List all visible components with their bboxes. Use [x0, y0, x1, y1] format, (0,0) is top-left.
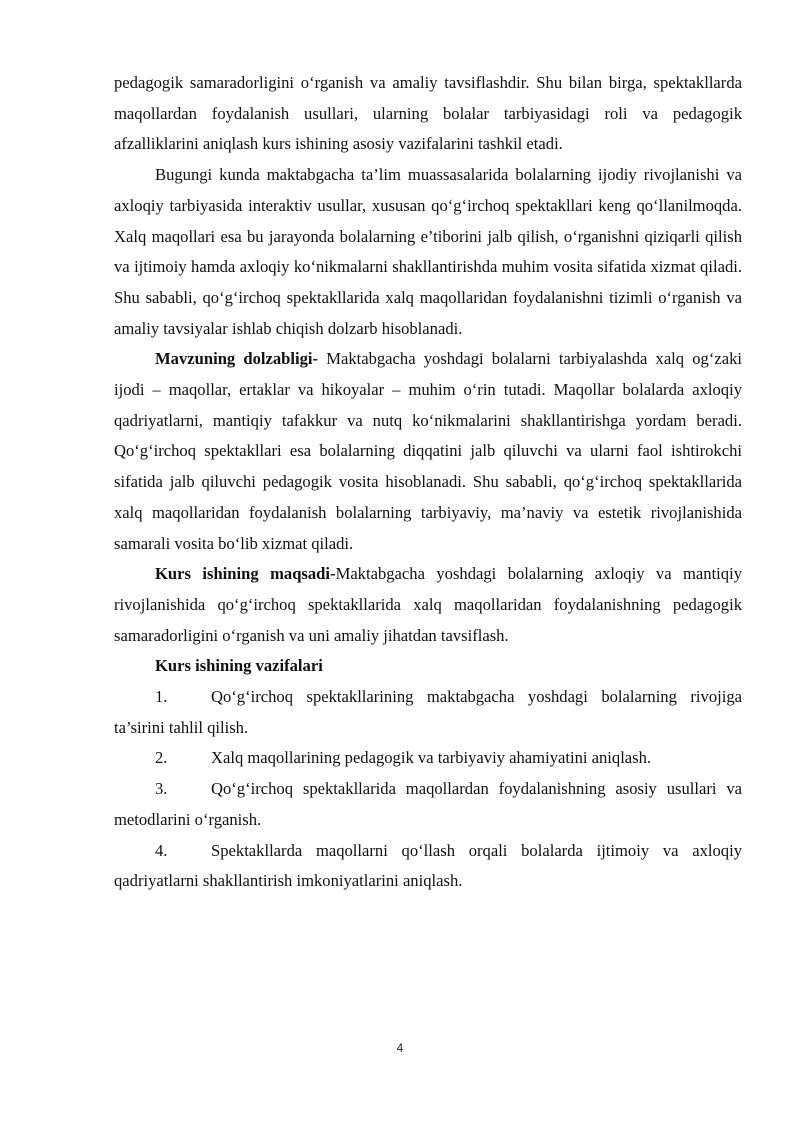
goal-paragraph [114, 559, 742, 651]
task-item-2 [114, 743, 742, 774]
intro-paragraph-continued: pedagogik samaradorligini o‘rganish va amaliy tavsiflashdir. Shu bilan birga, spektakllarda maqollardan foydalanish usullari, ularning bolalar tarbiyasidagi roli va pedagogik afzalliklarini aniqlash kurs ishining asosiy vazifalarini tashkil etadi. [114, 73, 742, 154]
task-text: Qo‘g‘irchoq spektakllarida maqollardan foydalanishning asosiy usullari va metodlarini o‘rganish. [114, 779, 742, 829]
tasks-heading: Kurs ishining vazifalari [155, 656, 323, 676]
task-item-3 [114, 774, 742, 835]
goal-heading: Kurs ishining maqsadi- [155, 564, 336, 584]
task-item-1 [114, 682, 742, 743]
task-text: Qo‘g‘irchoq spektakllarining maktabgacha yoshdagi bolalarning rivojiga ta’sirini tahlil qilish. [114, 687, 742, 737]
task-number: 1. [155, 687, 168, 707]
task-number: 3. [155, 779, 168, 799]
goal-text: Maktabgacha yoshdagi bolalarning axloqiy va mantiqiy rivojlanishida qo‘g‘irchoq spektakllarida xalq maqollaridan foydalanishning pedagogik samaradorligini o‘rganish va uni amaliy jihatdan tavsiflash. [114, 564, 742, 645]
task-item-4 [114, 836, 742, 897]
document-page [114, 68, 742, 897]
relevance-heading: Mavzuning dolzabligi- [155, 349, 319, 369]
relevance-paragraph [114, 344, 742, 559]
task-text: Spektakllarda maqollarni qo‘llash orqali bolalarda ijtimoiy va axloqiy qadriyatlarni shakllantirish imkoniyatlarini aniqlash. [114, 840, 742, 891]
relevance-text: Maktabgacha yoshdagi bolalarni tarbiyalashda xalq og‘zaki ijodi – maqollar, ertaklar va hikoyalar – muhim o‘rin tutadi. Maqollar bolalarda axloqiy qadriyatlarni, mantiqiy tafakkur va nutq ko‘nikmalarini shakllantirishga yordam beradi. Qo‘g‘irchoq spektakllari esa bolalarning diqqatini jalb qiluvchi va ularni faol ishtirokchi sifatida jalb qiluvchi pedagogik vosita hisoblanadi. Shu sababli, qo‘g‘irchoq spektakllarida xalq maqollaridan foydalanish bolalarning tarbiyaviy, ma’naviy va estetik rivojlanishida samarali vosita bo‘lib xizmat qiladi. [114, 349, 742, 553]
task-text: Xalq maqollarining pedagogik va tarbiyaviy ahamiyatini aniqlash. [211, 748, 652, 768]
task-number: 4. [155, 840, 168, 860]
page-number: 4 [396, 1041, 404, 1055]
context-paragraph: Bugungi kunda maktabgacha ta’lim muassasalarida bolalarning ijodiy rivojlanishi va axloqiy tarbiyasida interaktiv usullar, xususan qo‘g‘irchoq spektakllari keng qo‘llanilmoqda. Xalq maqollari esa bu jarayonda bolalarning e’tiborini jalb qilish, o‘rganishni qiziqarli qilish va ijtimoiy hamda axloqiy ko‘nikmalarni shakllantirishda muhim vosita sifatida xizmat qiladi. Shu sababli, qo‘g‘irchoq spektakllarida xalq maqollaridan foydalanishni tizimli o‘rganish va amaliy tavsiyalar ishlab chiqish dolzarb hisoblanadi. [114, 165, 742, 338]
task-number: 2. [155, 748, 168, 768]
